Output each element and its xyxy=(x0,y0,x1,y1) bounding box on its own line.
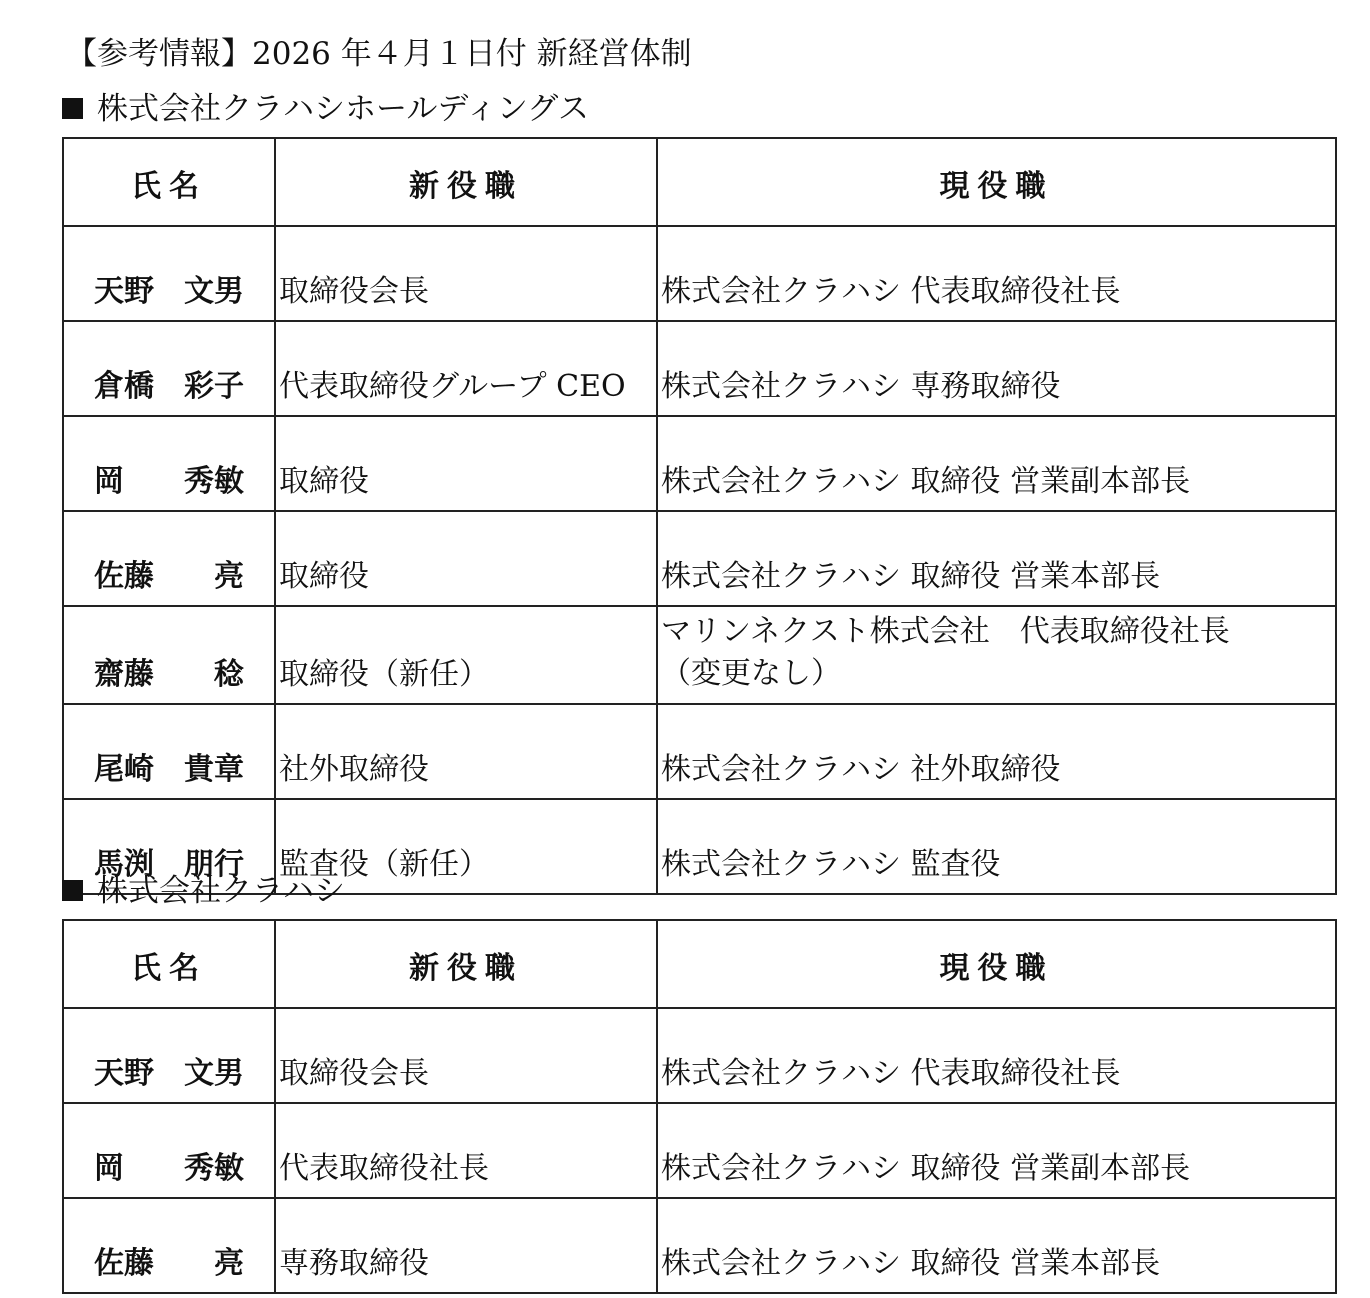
executive-name: 佐藤 亮 xyxy=(63,1198,275,1293)
holdings-executive-table xyxy=(62,137,1337,895)
new-role: 取締役会長 xyxy=(275,1008,657,1103)
table-row xyxy=(63,416,1336,511)
kurahashi-executive-table xyxy=(62,919,1337,1294)
new-role: 取締役 xyxy=(275,511,657,606)
column-header-current-role: 現役職 xyxy=(657,138,1336,226)
new-role: 監査役（新任） xyxy=(275,799,657,894)
current-role: 株式会社クラハシ 取締役 営業本部長 xyxy=(657,1198,1336,1293)
new-role: 専務取締役 xyxy=(275,1198,657,1293)
black-square-bullet-icon xyxy=(62,98,83,119)
table-row xyxy=(63,321,1336,416)
current-role-note: （変更なし） xyxy=(661,656,841,691)
column-header-new-role: 新役職 xyxy=(275,920,657,1008)
table-row xyxy=(63,606,1336,704)
executive-name: 齋藤 稔 xyxy=(63,606,275,704)
current-role: 株式会社クラハシ 監査役 xyxy=(657,799,1336,894)
current-role: 株式会社クラハシ 取締役 営業副本部長 xyxy=(657,416,1336,511)
current-role: 株式会社クラハシ 取締役 営業副本部長 xyxy=(657,1103,1336,1198)
table-row xyxy=(63,704,1336,799)
column-header-current-role: 現役職 xyxy=(657,920,1336,1008)
current-role-line: マリンネクスト株式会社 代表取締役社長 xyxy=(661,614,1230,649)
new-role: 代表取締役グループ CEO xyxy=(275,321,657,416)
table-header-row xyxy=(63,138,1336,226)
black-square-bullet-icon xyxy=(62,880,83,901)
current-role: 株式会社クラハシ 代表取締役社長 xyxy=(657,1008,1336,1103)
current-role xyxy=(657,606,1336,704)
current-role: 株式会社クラハシ 取締役 営業本部長 xyxy=(657,511,1336,606)
column-header-name: 氏名 xyxy=(63,920,275,1008)
table-row xyxy=(63,1103,1336,1198)
executive-name: 馬渕 朋行 xyxy=(63,799,275,894)
executive-name: 佐藤 亮 xyxy=(63,511,275,606)
new-role: 取締役 xyxy=(275,416,657,511)
table-row xyxy=(63,226,1336,321)
current-role: 株式会社クラハシ 専務取締役 xyxy=(657,321,1336,416)
document-title: 【参考情報】2026 年４月１日付 新経営体制 xyxy=(66,36,692,72)
current-role: 株式会社クラハシ 代表取締役社長 xyxy=(657,226,1336,321)
new-role: 取締役会長 xyxy=(275,226,657,321)
column-header-new-role: 新役職 xyxy=(275,138,657,226)
new-role: 代表取締役社長 xyxy=(275,1103,657,1198)
section-heading-holdings xyxy=(62,86,589,132)
current-role: 株式会社クラハシ 社外取締役 xyxy=(657,704,1336,799)
executive-name: 倉橋 彩子 xyxy=(63,321,275,416)
table-row xyxy=(63,1008,1336,1103)
table-row xyxy=(63,1198,1336,1293)
executive-name: 尾崎 貴章 xyxy=(63,704,275,799)
executive-name: 岡 秀敏 xyxy=(63,416,275,511)
executive-name: 岡 秀敏 xyxy=(63,1103,275,1198)
section-heading-text: 株式会社クラハシ xyxy=(97,873,345,909)
new-role: 社外取締役 xyxy=(275,704,657,799)
column-header-name: 氏名 xyxy=(63,138,275,226)
table-header-row xyxy=(63,920,1336,1008)
new-role: 取締役（新任） xyxy=(275,606,657,704)
section-heading-text: 株式会社クラハシホールディングス xyxy=(97,91,589,127)
section-heading-kurahashi xyxy=(62,868,345,914)
executive-name: 天野 文男 xyxy=(63,226,275,321)
executive-name: 天野 文男 xyxy=(63,1008,275,1103)
table-row xyxy=(63,511,1336,606)
